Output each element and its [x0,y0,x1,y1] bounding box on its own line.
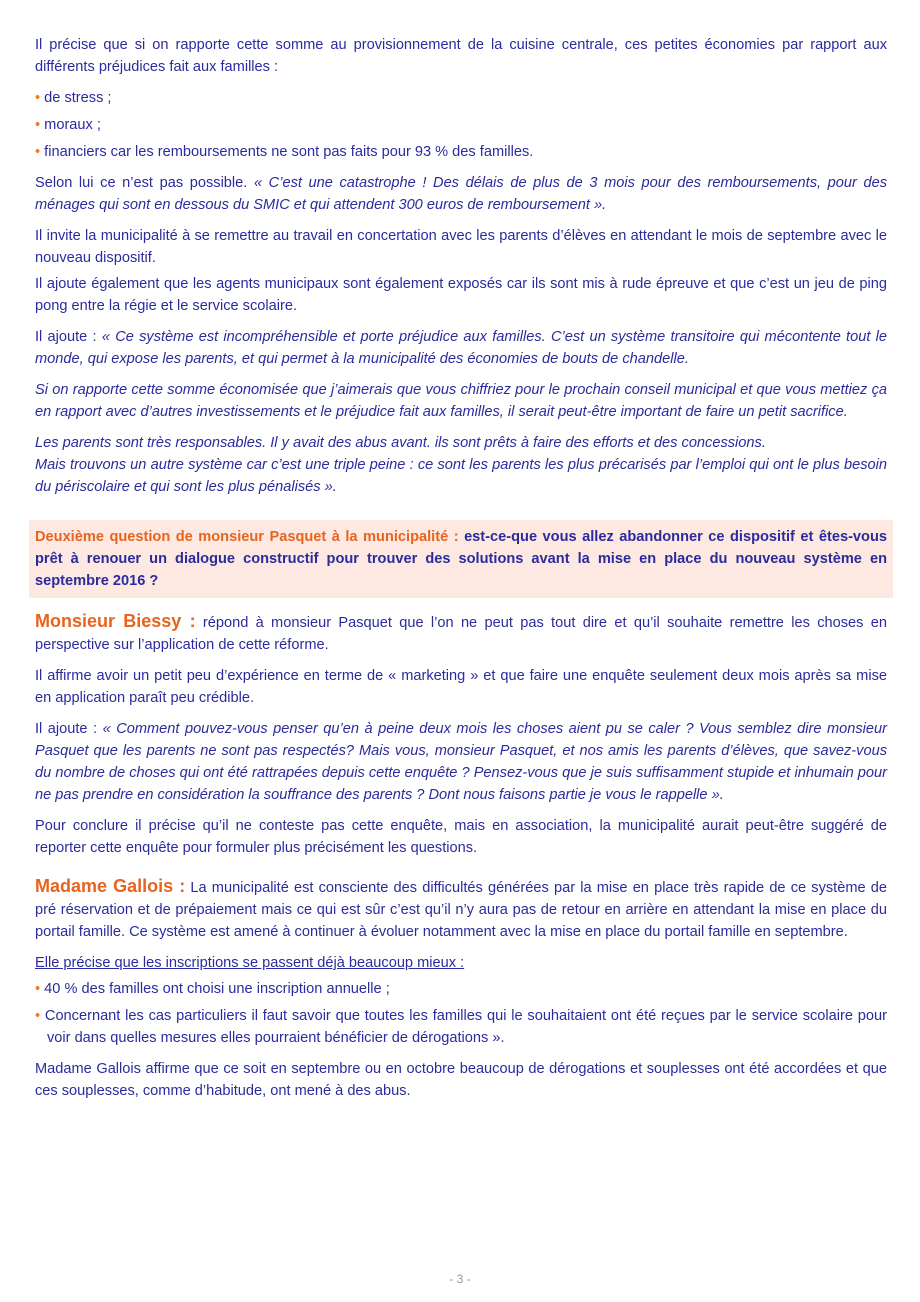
paragraph: Madame Gallois affirme que ce soit en septembre ou en octobre beaucoup de dérogations et souplesses ont été accordées et que ces souplesses, comme d’habitude, ont mené à des abus. [35,1061,887,1099]
paragraph: Pour conclure il précise qu’il ne conteste pas cette enquête, mais en association, la municipalité aurait peut-être suggéré de reporter cette enquête pour formuler plus précisément les questions. [35,818,887,856]
underlined-heading: Elle précise que les inscriptions se passent déjà beaucoup mieux : [35,955,465,971]
paragraph: Il invite la municipalité à se remettre au travail en concertation avec les parents d’élèves en attendant le mois de septembre avec le nouveau dispositif. [35,228,887,266]
bullet-item: • de stress ; [35,90,112,106]
bullet-item: • 40 % des familles ont choisi une inscription annuelle ; [35,981,390,997]
paragraph: Il ajoute : « Comment pouvez-vous penser qu’en à peine deux mois les choses aient pu se caler ? Vous semblez dire monsieur Pasquet que les parents ne sont pas respectés? Mais vous, monsieur Pasquet, et nos amis les parents d’élèves, que savez-vous du nombre de choses qui ont été rattrapées depuis cette enquête ? Pensez-vous que je suis suffisamment stupide et inhumain pour ne pas prendre en considération la souffrance des parents ? Dont nous faisons partie je vous le rappelle ». [35,721,888,803]
bullet-icon: • [35,117,41,133]
speaker-name: Madame Gallois : [35,876,186,896]
bullet-icon: • [35,1008,41,1024]
question-lead: Deuxième question de monsieur Pasquet à la municipalité : [35,529,459,545]
paragraph: Il ajoute : « Ce système est incompréhensible et porte préjudice aux familles. C’est un système transitoire qui mécontente tout le monde, qui expose les parents, et qui permet à la municipalité des économies de bouts de chandelle. [35,329,887,367]
bullet-icon: • [35,144,41,160]
speaker-name: Monsieur Biessy : [35,611,196,631]
bullet-item: • Concernant les cas particuliers il faut savoir que toutes les familles qui le souhaitaient ont été reçues par le service scolaire pour voir dans quelles mesures elles pourraient bénéficier de dérogations ». [35,1008,887,1046]
paragraph: Il ajoute également que les agents municipaux sont également exposés car ils sont mis à rude épreuve et que c’est un jeu de ping pong entre la régie et le service scolaire. [35,276,887,314]
paragraph: Il affirme avoir un petit peu d’expérience en terme de « marketing » et que faire une enquête seulement deux mois après sa mise en application paraît peu crédible. [35,668,887,706]
bullet-item: • moraux ; [35,117,101,133]
bullet-icon: • [35,981,41,997]
paragraph: Si on rapporte cette somme économisée que j’aimerais que vous chiffriez pour le prochain conseil municipal et que vous mettiez ça en rapport avec d’autres investissements et le préjudice fait aux familles, il serait peut-être important de faire un petit sacrifice. [35,382,887,420]
paragraph: Madame Gallois : La municipalité est consciente des difficultés générées par la mise en place très rapide de ce système de pré réservation et de prépaiement mais ce qui est sûr c’est qu’il n’y aura pas de retour en arrière en attendant la mise en place du portail famille. Ce système est amené à continuer à évoluer notamment avec la mise en place du portail famille en septembre. [35,876,887,940]
question-box [29,520,893,598]
bullet-icon: • [35,90,41,106]
paragraph: Il précise que si on rapporte cette somme au provisionnement de la cuisine centrale, ces petites économies par rapport aux différents préjudices fait aux familles : [35,37,887,75]
paragraph: Les parents sont très responsables. Il y avait des abus avant. ils sont prêts à faire des efforts et des concessions. [35,435,766,451]
page-number: - 3 - [449,1272,471,1286]
paragraph: Selon lui ce n’est pas possible. « C’est une catastrophe ! Des délais de plus de 3 mois pour des remboursements, pour des ménages qui sont en dessous du SMIC et qui attendent 300 euros de remboursement ». [35,175,887,213]
document-page [35,34,887,1111]
paragraph: Monsieur Biessy : répond à monsieur Pasquet que l’on ne peut pas tout dire et qu’il souhaite remettre les choses en perspective sur l’application de cette réforme. [35,611,887,653]
bullet-item: • financiers car les remboursements ne sont pas faits pour 93 % des familles. [35,144,534,160]
question-text: est-ce-que vous allez abandonner ce dispositif et êtes-vous prêt à renouer un dialogue constructif pour trouver des solutions avant la mise en place du nouveau système en septembre 2016 ? [35,529,887,589]
paragraph: Mais trouvons un autre système car c’est une triple peine : ce sont les parents les plus précarisés par l’emploi qui ont le plus besoin du périscolaire et qui sont les plus pénalisés ». [35,457,887,495]
